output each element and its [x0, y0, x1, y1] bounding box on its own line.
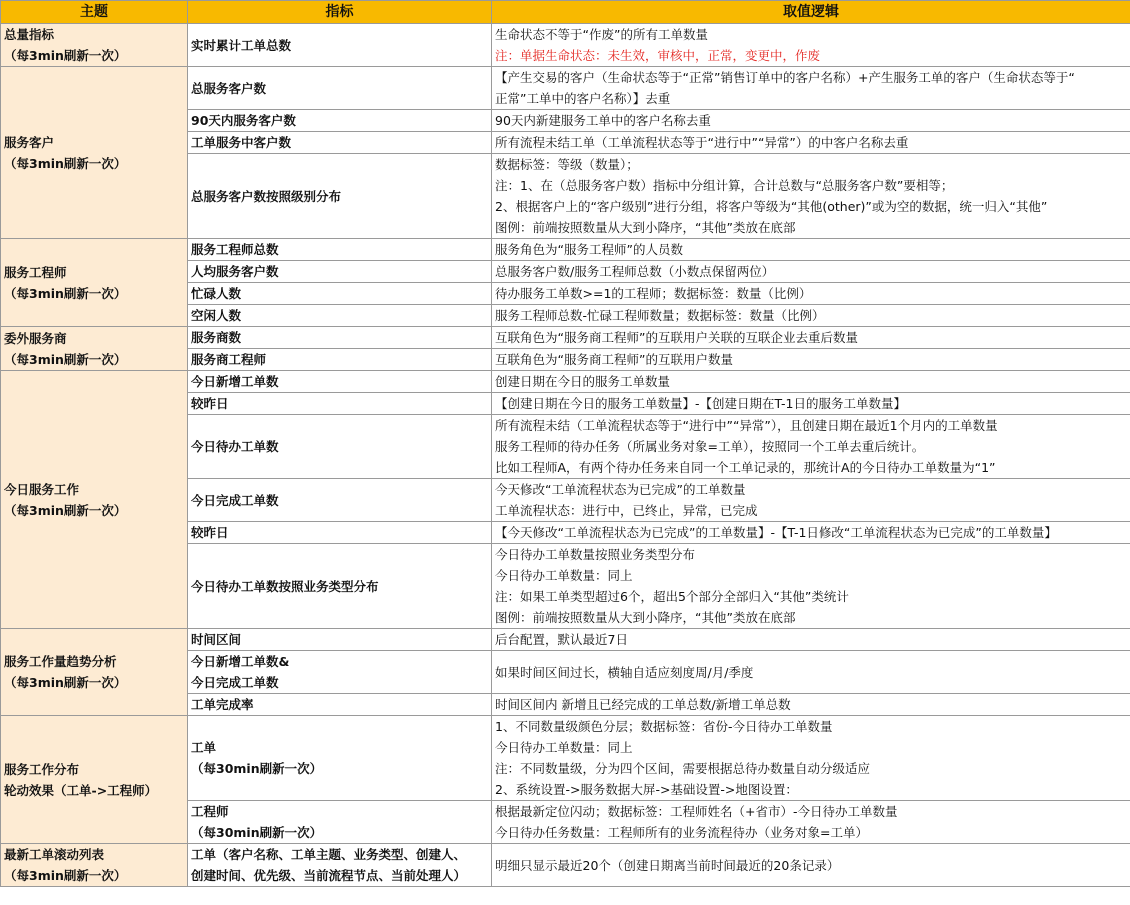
- metric-line: 总服务客户数按照级别分布: [191, 188, 342, 204]
- table-row: [1, 629, 1130, 651]
- logic-line: 互联角色为“服务商工程师”的互联用户关联的互联企业去重后数量: [495, 330, 858, 345]
- metric-line: 人均服务客户数: [191, 264, 279, 279]
- metric-cell: [188, 415, 492, 479]
- topic-cell: [1, 239, 188, 327]
- logic-line: 所有流程未结（工单流程状态等于“进行中”“异常”），且创建日期在最近1个月内的工单数量: [495, 418, 998, 433]
- metric-line: （每30min刷新一次）: [191, 825, 323, 840]
- logic-line: 如果时间区间过长，横轴自适应刻度周/月/季度: [495, 664, 754, 680]
- logic-line: 工单流程状态：进行中，已终止，异常，已完成: [495, 503, 758, 518]
- topic-cell: [1, 24, 188, 67]
- logic-line: 根据最新定位闪动；数据标签：工程师姓名（+省市）-今日待办工单数量: [495, 804, 898, 819]
- logic-line: 2、根据客户上的“客户级别”进行分组，将客户等级为“其他(other)”或为空的数据，统一归入“其他”: [495, 199, 1048, 214]
- topic-line: （每3min刷新一次）: [4, 48, 127, 63]
- metric-cell: [188, 67, 492, 110]
- metric-line: 今日新增工单数: [191, 374, 279, 389]
- topic-line: （每3min刷新一次）: [4, 285, 127, 301]
- metric-line: 今日新增工单数&: [191, 654, 290, 669]
- metric-cell: [188, 801, 492, 844]
- logic-line: 明细只显示最近20个（创建日期离当前时间最近的20条记录）: [495, 857, 840, 873]
- metric-line: 今日完成工单数: [191, 492, 279, 508]
- metric-line: 创建时间、优先级、当前流程节点、当前处理人）: [191, 868, 467, 883]
- metric-line: 今日待办工单数按照业务类型分布: [191, 578, 379, 594]
- logic-line: 正常”工单中的客户名称）】去重: [495, 91, 671, 106]
- metric-line: 空闲人数: [191, 308, 242, 323]
- logic-cell: [492, 651, 1130, 694]
- metric-cell: [188, 305, 492, 327]
- logic-line: 图例：前端按照数量从大到小降序，“其他”类放在底部: [495, 610, 796, 625]
- logic-cell: [492, 694, 1130, 716]
- logic-cell: [492, 349, 1130, 371]
- logic-line: 图例：前端按照数量从大到小降序，“其他”类放在底部: [495, 220, 796, 235]
- logic-line: 待办服务工单数>=1的工程师；数据标签：数量（比例）: [495, 286, 812, 301]
- metric-cell: [188, 327, 492, 349]
- metric-cell: [188, 544, 492, 629]
- logic-line: 服务工程师的待办任务（所属业务对象=工单），按照同一个工单去重后统计。: [495, 439, 925, 454]
- metric-cell: [188, 239, 492, 261]
- topic-cell: [1, 327, 188, 371]
- logic-cell: [492, 393, 1130, 415]
- logic-cell: [492, 261, 1130, 283]
- topic-line: （每3min刷新一次）: [4, 502, 127, 518]
- topic-line: 服务工程师: [4, 264, 67, 280]
- metric-cell: [188, 716, 492, 801]
- logic-line: 注：如果工单类型超过6个，超出5个部分全部归入“其他”类统计: [495, 589, 849, 604]
- logic-line: 时间区间内 新增且已经完成的工单总数/新增工单总数: [495, 697, 791, 712]
- logic-cell: [492, 239, 1130, 261]
- logic-cell: [492, 283, 1130, 305]
- metric-line: 工单: [191, 740, 217, 755]
- topic-cell: [1, 371, 188, 629]
- logic-line: 【今天修改“工单流程状态为已完成”的工单数量】-【T-1日修改“工单流程状态为已完成”的工单数量】: [495, 525, 1057, 540]
- header-metric: 指标: [188, 1, 492, 24]
- logic-cell: [492, 522, 1130, 544]
- table-row: [1, 67, 1130, 110]
- logic-line: 生命状态不等于“作废”的所有工单数量: [495, 27, 708, 42]
- topic-line: （每3min刷新一次）: [4, 351, 127, 367]
- logic-line: 2、系统设置->服务数据大屏->基础设置->地图设置：: [495, 782, 798, 797]
- logic-line: 注：不同数量级，分为四个区间，需要根据总待办数量自动分级适应: [495, 761, 871, 776]
- metric-cell: [188, 629, 492, 651]
- table-row: [1, 371, 1130, 393]
- logic-line: 后台配置，默认最近7日: [495, 632, 628, 647]
- metric-line: 工单完成率: [191, 697, 254, 712]
- logic-cell: [492, 110, 1130, 132]
- metric-line: 较昨日: [191, 396, 229, 411]
- logic-cell: [492, 327, 1130, 349]
- metric-line: 90天内服务客户数: [191, 113, 296, 128]
- topic-cell: [1, 67, 188, 239]
- logic-line: 今日待办任务数量：工程师所有的业务流程待办（业务对象=工单）: [495, 825, 868, 840]
- logic-line: 服务工程师总数-忙碌工程师数量；数据标签：数量（比例）: [495, 308, 825, 323]
- logic-cell: [492, 305, 1130, 327]
- topic-line: （每3min刷新一次）: [4, 675, 127, 690]
- logic-line: 【创建日期在今日的服务工单数量】-【创建日期在T-1日的服务工单数量】: [495, 396, 906, 411]
- metric-line: 服务商数: [191, 330, 242, 345]
- logic-line: 今日待办工单数量：同上: [495, 740, 633, 755]
- topic-line: 委外服务商: [4, 330, 67, 346]
- logic-cell: [492, 801, 1130, 844]
- topic-cell: [1, 716, 188, 844]
- logic-cell: [492, 716, 1130, 801]
- logic-cell: [492, 154, 1130, 239]
- metric-line: 服务商工程师: [191, 352, 267, 367]
- metric-cell: [188, 132, 492, 154]
- metric-cell: [188, 479, 492, 522]
- logic-cell: [492, 844, 1130, 887]
- metric-cell: [188, 154, 492, 239]
- topic-line: 今日服务工作: [4, 481, 80, 497]
- logic-cell: [492, 67, 1130, 110]
- topic-line: 总量指标: [4, 27, 55, 42]
- logic-cell: [492, 24, 1130, 67]
- topic-cell: [1, 629, 188, 716]
- table-row: [1, 327, 1130, 349]
- metric-cell: [188, 110, 492, 132]
- logic-line: 【产生交易的客户（生命状态等于“正常”销售订单中的客户名称）+产生服务工单的客户（生命状态等于“: [495, 70, 1075, 85]
- table-row: [1, 844, 1130, 887]
- logic-line: 所有流程未结工单（工单流程状态等于“进行中”“异常”）的中客户名称去重: [495, 135, 909, 150]
- metric-line: 忙碌人数: [191, 286, 242, 301]
- metric-cell: [188, 844, 492, 887]
- topic-line: 最新工单滚动列表: [4, 847, 105, 862]
- metric-cell: [188, 393, 492, 415]
- table-row: [1, 24, 1130, 67]
- logic-line: 今天修改“工单流程状态为已完成”的工单数量: [495, 482, 746, 497]
- metric-cell: [188, 371, 492, 393]
- logic-cell: [492, 629, 1130, 651]
- logic-cell: [492, 371, 1130, 393]
- logic-cell: [492, 479, 1130, 522]
- metric-line: 今日待办工单数: [191, 439, 279, 454]
- metric-line: 工程师: [191, 804, 229, 819]
- metric-cell: [188, 261, 492, 283]
- topic-line: （每3min刷新一次）: [4, 868, 127, 883]
- topic-cell: [1, 844, 188, 887]
- topic-line: 轮动效果（工单->工程师）: [4, 782, 158, 798]
- metric-line: 时间区间: [191, 632, 242, 647]
- logic-line: 今日待办工单数量按照业务类型分布: [495, 547, 696, 562]
- logic-note-red: 注：单据生命状态：未生效，审核中，正常，变更中，作废: [495, 48, 821, 63]
- logic-line: 90天内新建服务工单中的客户名称去重: [495, 113, 711, 128]
- topic-line: 服务客户: [4, 134, 55, 150]
- metric-line: 服务工程师总数: [191, 242, 279, 257]
- logic-line: 服务角色为“服务工程师”的人员数: [495, 242, 683, 257]
- logic-cell: [492, 544, 1130, 629]
- table-row: [1, 239, 1130, 261]
- metric-line: 总服务客户数: [191, 80, 267, 96]
- metric-line: 工单（客户名称、工单主题、业务类型、创建人、: [191, 847, 467, 862]
- logic-line: 1、不同数量级颜色分层；数据标签：省份-今日待办工单数量: [495, 719, 833, 734]
- header-topic: 主题: [1, 1, 188, 24]
- topic-line: 服务工作量趋势分析: [4, 654, 117, 669]
- logic-cell: [492, 132, 1130, 154]
- header-logic: 取值逻辑: [492, 1, 1130, 24]
- logic-line: 注：1、在（总服务客户数）指标中分组计算，合计总数与“总服务客户数”要相等；: [495, 178, 954, 193]
- logic-line: 总服务客户数/服务工程师总数（小数点保留两位）: [495, 264, 775, 279]
- logic-line: 互联角色为“服务商工程师”的互联用户数量: [495, 352, 733, 367]
- logic-line: 创建日期在今日的服务工单数量: [495, 374, 671, 389]
- metric-cell: [188, 694, 492, 716]
- logic-line: 今日待办工单数量：同上: [495, 568, 633, 583]
- metric-cell: [188, 24, 492, 67]
- metric-line: （每30min刷新一次）: [191, 761, 323, 776]
- logic-line: 比如工程师A，有两个待办任务来自同一个工单记录的，那统计A的今日待办工单数量为“1”: [495, 460, 996, 475]
- logic-cell: [492, 415, 1130, 479]
- metric-cell: [188, 349, 492, 371]
- metric-cell: [188, 651, 492, 694]
- logic-line: 数据标签：等级（数量）；: [495, 157, 639, 172]
- topic-line: （每3min刷新一次）: [4, 155, 127, 171]
- metric-line: 较昨日: [191, 525, 229, 540]
- table-row: [1, 716, 1130, 801]
- metric-line: 今日完成工单数: [191, 675, 279, 690]
- header-row: [1, 1, 1130, 24]
- topic-line: 服务工作分布: [4, 761, 80, 777]
- metric-cell: [188, 522, 492, 544]
- metric-line: 实时累计工单总数: [191, 37, 292, 53]
- metric-cell: [188, 283, 492, 305]
- metric-line: 工单服务中客户数: [191, 135, 292, 150]
